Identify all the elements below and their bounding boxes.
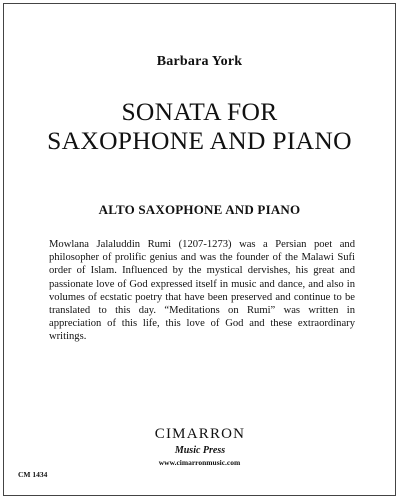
piece-title [4, 97, 395, 155]
instrumentation: ALTO SAXOPHONE AND PIANO [98, 202, 301, 217]
logo-name: CIMARRON [154, 426, 245, 442]
cover-page [3, 3, 396, 496]
publisher-block [4, 424, 395, 467]
logo-tagline: Music Press [174, 445, 225, 456]
title-line-1: SONATA FOR [121, 97, 278, 126]
composer-name: Barbara York [156, 54, 243, 69]
catalog-number: CM 1434 [18, 470, 48, 479]
program-note: Mowlana Jalaluddin Rumi (1207-1273) was a Persian poet and philosopher of prolific genius and was the founder of the Malawi Sufi order of Islam. Influenced by the mystical dervishes, his great and passionate love of God expressed itself in music and dance, and also in volumes of ecstatic poetry that have been preserved and continue to be translated to this day. “Meditations on Rumi” was written in appreciation of this life, this love of God and these extraordinary writings. [49, 239, 355, 343]
cimarron-logo [135, 424, 265, 458]
title-line-2: SAXOPHONE AND PIANO [47, 126, 352, 155]
publisher-website[interactable]: www.cimarronmusic.com [158, 458, 241, 467]
